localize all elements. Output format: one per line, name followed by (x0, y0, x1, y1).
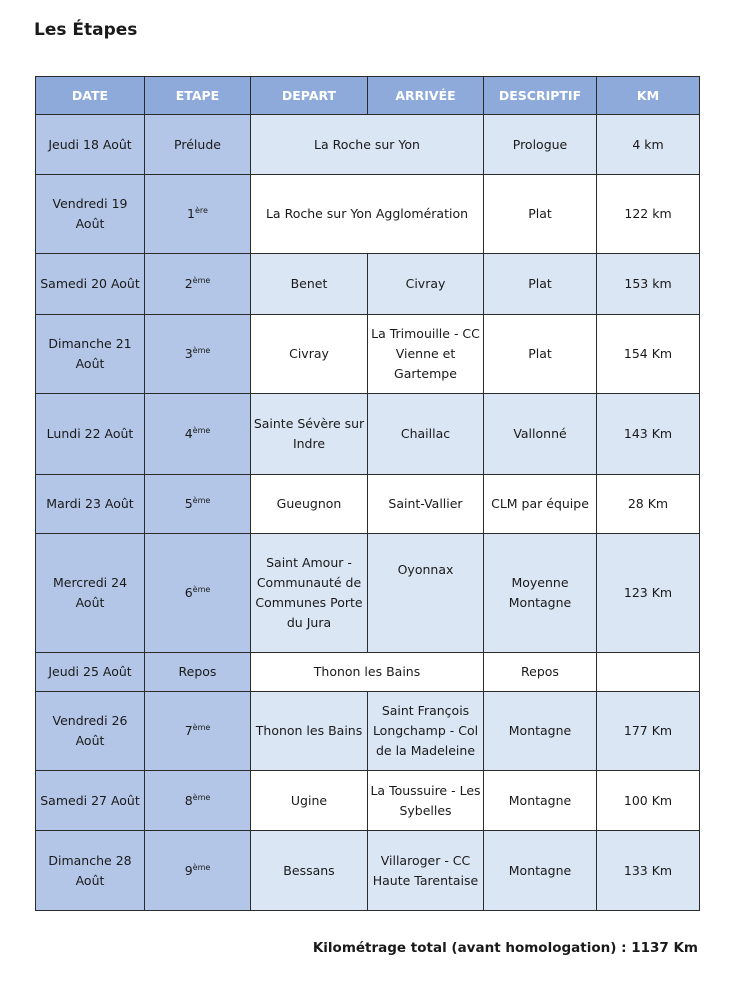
cell-km: 133 Km (597, 831, 700, 911)
etape-suffix: ème (192, 792, 211, 802)
cell-etape (145, 394, 251, 475)
etape-number: Repos (178, 664, 217, 679)
cell-depart: Bessans (251, 831, 368, 911)
cell-descriptif: Vallonné (484, 394, 597, 475)
cell-arrivee: Saint François Longchamp - Col de la Madeleine (368, 692, 484, 771)
cell-arrivee: La Toussuire - Les Sybelles (368, 771, 484, 831)
cell-date: Mardi 23 Août (36, 475, 145, 534)
cell-date: Samedi 27 Août (36, 771, 145, 831)
cell-depart: Sainte Sévère sur Indre (251, 394, 368, 475)
header-depart: DEPART (251, 77, 368, 115)
table-row (36, 254, 700, 315)
table-row (36, 475, 700, 534)
cell-km: 154 Km (597, 315, 700, 394)
page-title: Les Étapes (34, 20, 138, 40)
etape-number: 9 (184, 862, 193, 878)
cell-etape (145, 534, 251, 653)
etape-suffix: ème (192, 275, 211, 285)
cell-km (597, 653, 700, 692)
cell-etape (145, 175, 251, 254)
cell-descriptif: Montagne (484, 771, 597, 831)
cell-descriptif: CLM par équipe (484, 475, 597, 534)
cell-km: 100 Km (597, 771, 700, 831)
etape-number: 6 (184, 585, 193, 600)
cell-arrivee: Oyonnax (368, 534, 484, 653)
cell-etape (145, 692, 251, 771)
cell-descriptif: Plat (484, 175, 597, 254)
cell-date: Dimanche 28 Août (36, 831, 145, 911)
table-row (36, 692, 700, 771)
cell-descriptif: Montagne (484, 831, 597, 911)
etape-number: 3 (184, 346, 193, 361)
etape-suffix: ème (192, 345, 211, 355)
cell-descriptif: Repos (484, 653, 597, 692)
cell-depart: Civray (251, 315, 368, 394)
cell-date: Samedi 20 Août (36, 254, 145, 315)
etape-suffix: ème (192, 425, 211, 435)
cell-arrivee: Chaillac (368, 394, 484, 475)
cell-date: Dimanche 21 Août (36, 315, 145, 394)
cell-depart: La Roche sur Yon Agglomération (251, 175, 484, 254)
cell-arrivee: Saint-Vallier (368, 475, 484, 534)
total-distance: Kilométrage total (avant homologation) : 1137 Km (312, 940, 698, 956)
cell-km: 177 Km (597, 692, 700, 771)
table-header-row (36, 77, 700, 115)
cell-descriptif: Montagne (484, 692, 597, 771)
table-row (36, 394, 700, 475)
etape-number: 4 (184, 426, 193, 441)
table-row (36, 534, 700, 653)
etape-number: 1 (187, 206, 195, 221)
etape-number: 2 (184, 276, 193, 291)
table-row (36, 653, 700, 692)
cell-date: Mercredi 24 Août (36, 534, 145, 653)
cell-descriptif: Plat (484, 315, 597, 394)
table-row (36, 315, 700, 394)
cell-etape (145, 254, 251, 315)
cell-etape (145, 475, 251, 534)
cell-arrivee: La Trimouille - CC Vienne et Gartempe (368, 315, 484, 394)
cell-etape (145, 771, 251, 831)
cell-depart: Saint Amour - Communauté de Communes Porte du Jura (251, 534, 368, 653)
cell-date: Vendredi 26 Août (36, 692, 145, 771)
cell-descriptif: Plat (484, 254, 597, 315)
cell-depart: Gueugnon (251, 475, 368, 534)
cell-depart: Benet (251, 254, 368, 315)
cell-etape (145, 315, 251, 394)
cell-km: 28 Km (597, 475, 700, 534)
etape-suffix: ère (194, 205, 208, 215)
cell-depart: La Roche sur Yon (251, 115, 484, 175)
etape-suffix: ème (192, 495, 211, 505)
header-arrivee: ARRIVÉE (368, 77, 484, 115)
cell-etape (145, 653, 251, 692)
cell-depart: Ugine (251, 771, 368, 831)
cell-km: 123 Km (597, 534, 700, 653)
etape-number: 5 (184, 496, 193, 511)
header-etape: ETAPE (145, 77, 251, 115)
etape-number: 7 (184, 723, 193, 738)
cell-km: 4 km (597, 115, 700, 175)
cell-km: 153 km (597, 254, 700, 315)
table-row (36, 831, 700, 911)
cell-depart: Thonon les Bains (251, 653, 484, 692)
header-date: DATE (36, 77, 145, 115)
etape-suffix: ème (192, 862, 211, 872)
table-row (36, 771, 700, 831)
etape-number: 8 (184, 792, 193, 808)
cell-etape (145, 831, 251, 911)
table-row (36, 175, 700, 254)
etape-suffix: ème (192, 584, 211, 594)
cell-depart: Thonon les Bains (251, 692, 368, 771)
cell-arrivee: Civray (368, 254, 484, 315)
cell-date: Vendredi 19 Août (36, 175, 145, 254)
cell-date: Lundi 22 Août (36, 394, 145, 475)
etape-number: Prélude (174, 136, 221, 152)
cell-km: 122 km (597, 175, 700, 254)
etape-suffix: ème (192, 722, 211, 732)
stages-table (35, 76, 700, 911)
header-descriptif: DESCRIPTIF (484, 77, 597, 115)
table-row (36, 115, 700, 175)
cell-date: Jeudi 18 Août (36, 115, 145, 175)
cell-descriptif: Prologue (484, 115, 597, 175)
cell-date: Jeudi 25 Août (36, 653, 145, 692)
cell-arrivee: Villaroger - CC Haute Tarentaise (368, 831, 484, 911)
header-km: KM (597, 77, 700, 115)
cell-descriptif: Moyenne Montagne (484, 534, 597, 653)
cell-km: 143 Km (597, 394, 700, 475)
cell-etape (145, 115, 251, 175)
